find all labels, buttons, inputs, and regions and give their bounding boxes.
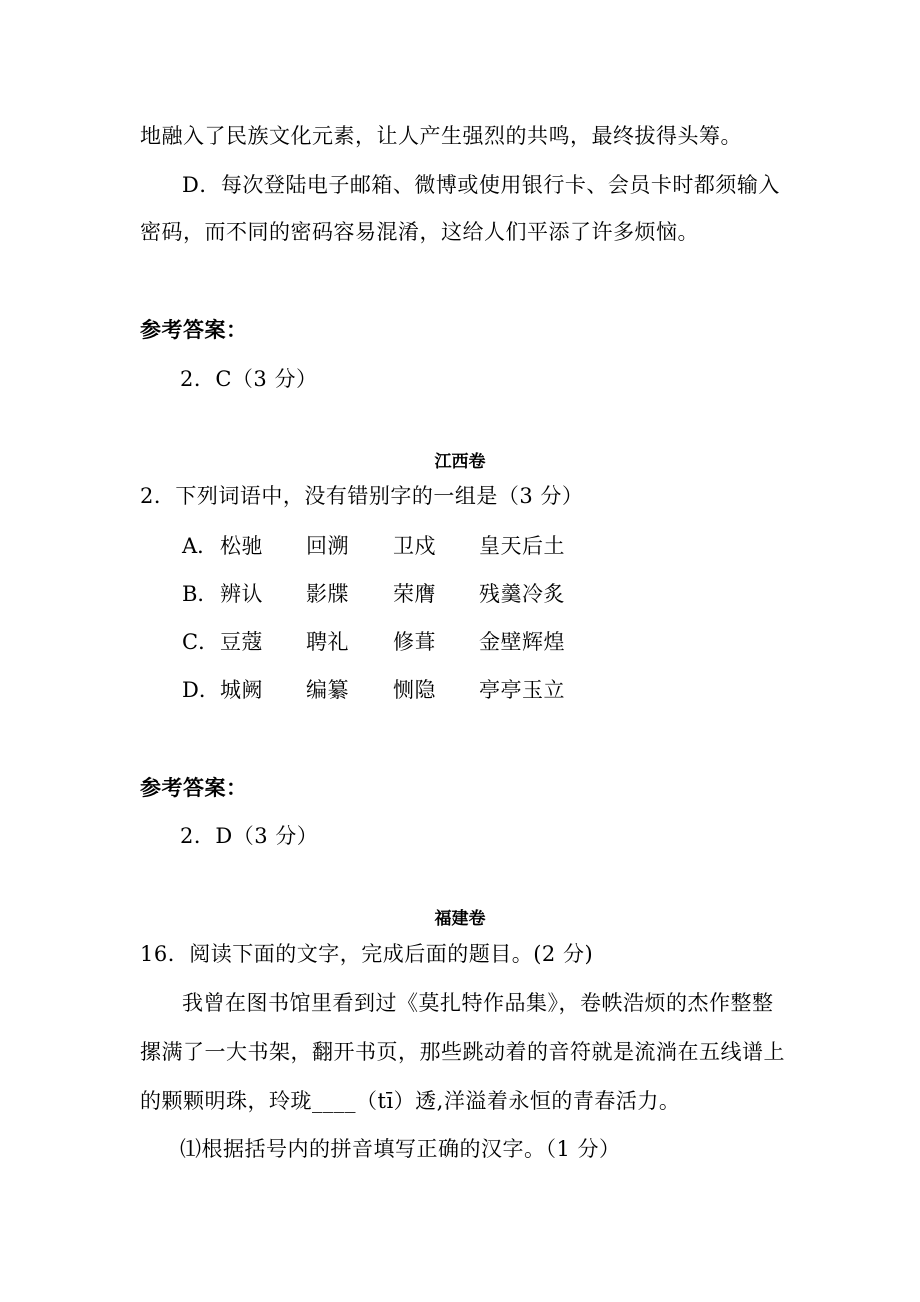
passage-line-1: 我曾在图书馆里看到过《莫扎特作品集》，卷帙浩烦的杰作整整 <box>182 991 774 1015</box>
option-word: 恻隐 <box>393 678 436 702</box>
option-word: 荣膺 <box>393 582 436 606</box>
section-heading-jiangxi: 江西卷 <box>434 452 486 472</box>
answer-1: 2．C（3 分） <box>180 367 318 391</box>
option-word: 金壁辉煌 <box>479 630 565 654</box>
option-word: 卫戍 <box>393 534 436 558</box>
option-word: 松驰 <box>220 534 263 558</box>
option-word: 修葺 <box>393 630 436 654</box>
option-word: 残羹冷炙 <box>479 582 565 606</box>
option-label: A． <box>182 534 219 558</box>
passage-line-3: 的颗颗明珠，玲珑____（tī）透,洋溢着永恒的青春活力。 <box>140 1089 681 1113</box>
subquestion-1: ⑴根据括号内的拼音填写正确的汉字。（1 分） <box>180 1137 621 1161</box>
option-word: 皇天后土 <box>479 534 565 558</box>
option-label: B． <box>182 582 219 606</box>
option-c-continuation: 地融入了民族文化元素，让人产生强烈的共鸣，最终拔得头筹。 <box>140 124 742 148</box>
option-label: C． <box>182 630 220 654</box>
passage-line-2: 摞满了一大书架，翻开书页，那些跳动着的音符就是流淌在五线谱上 <box>140 1040 785 1064</box>
answer-label-2: 参考答案： <box>140 775 248 800</box>
answer-label-1: 参考答案： <box>140 317 248 342</box>
option-word: 辨认 <box>220 582 263 606</box>
option-word: 亭亭玉立 <box>479 678 565 702</box>
option-word: 豆蔻 <box>220 630 263 654</box>
question-2: 2．下列词语中，没有错别字的一组是（3 分） <box>140 484 584 508</box>
option-d-line-2: 密码，而不同的密码容易混淆，这给人们平添了许多烦恼。 <box>140 220 699 244</box>
option-word: 影牒 <box>306 582 349 606</box>
option-word: 回溯 <box>306 534 349 558</box>
option-word: 编纂 <box>306 678 349 702</box>
option-word: 聘礼 <box>306 630 349 654</box>
section-heading-fujian: 福建卷 <box>434 909 486 929</box>
answer-2: 2．D（3 分） <box>180 824 319 848</box>
option-d-line-1: D．每次登陆电子邮箱、微博或使用银行卡、会员卡时都须输入 <box>182 173 780 197</box>
question-16: 16．阅读下面的文字，完成后面的题目。(2 分) <box>140 942 594 966</box>
option-word: 城阙 <box>220 678 263 702</box>
option-label: D． <box>182 678 220 702</box>
